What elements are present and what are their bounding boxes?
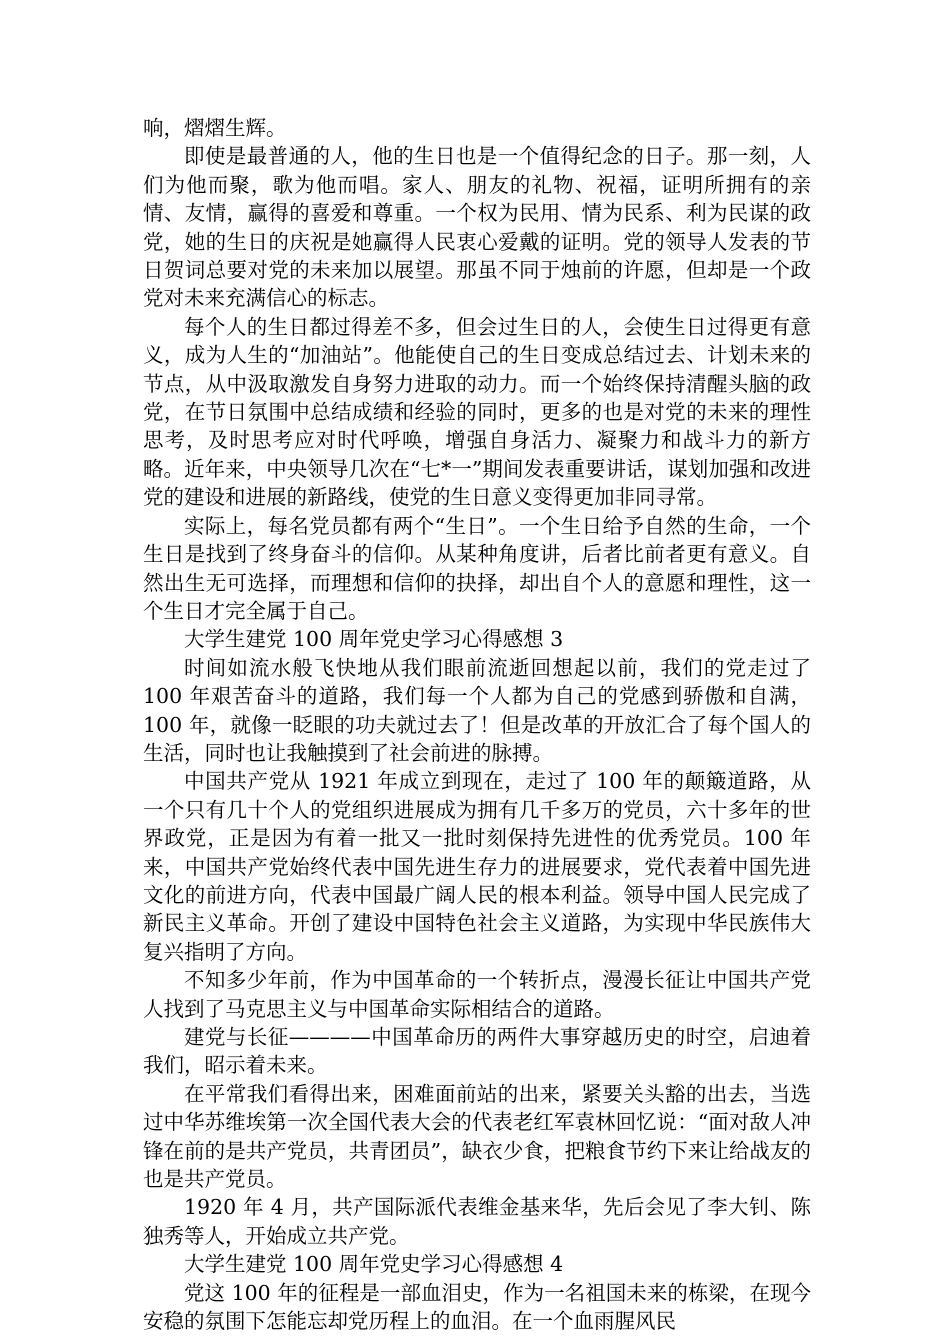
paragraph: 时间如流水般飞快地从我们眼前流逝回想起以前，我们的党走过了 100 年艰苦奋斗的道路，我们每一个人都为自己的党感到骄傲和自满，100 年，就像一眨眼的功夫就过去了！但是改革的开放汇合了每个国人的生活，同时也让我触摸到了社会前进的脉搏。 xyxy=(143,655,811,765)
paragraph: 1920 年 4 月，共产国际派代表维金基来华，先后会见了李大钊、陈独秀等人，开始成立共产党。 xyxy=(143,1195,811,1248)
paragraph-continuation: 响，熠熠生辉。 xyxy=(143,116,287,140)
document-body xyxy=(143,114,811,1335)
paragraph: 在平常我们看得出来，困难面前站的出来，紧要关头豁的出去，当选过中华苏维埃第一次全国代表大会的代表老红军袁林回忆说：“面对敌人冲锋在前的是共产党员，共青团员”，缺衣少食，把粮食节约下来让给战友的也是共产党员。 xyxy=(143,1081,811,1192)
paragraph: 实际上，每名党员都有两个“生日”。一个生日给予自然的生命，一个生日是找到了终身奋斗的信仰。从某种角度讲，后者比前者更有意义。自然出生无可选择，而理想和信仰的抉择，却出自个人的意愿和理性，这一个生日才完全属于自己。 xyxy=(143,513,811,623)
paragraph: 不知多少年前，作为中国革命的一个转折点，漫漫长征让中国共产党人找到了马克思主义与中国革命实际相结合的道路。 xyxy=(143,968,811,1021)
section-heading: 大学生建党 100 周年党史学习心得感想 4 xyxy=(184,1252,564,1277)
paragraph: 党这 100 年的征程是一部血泪史，作为一名祖国未来的栋梁，在现今安稳的氛围下怎能忘却党历程上的血泪。在一个血雨腥风民 xyxy=(143,1280,811,1334)
section-heading: 大学生建党 100 周年党史学习心得感想 3 xyxy=(184,627,564,652)
paragraph: 建党与长征————中国革命历的两件大事穿越历史的时空，启迪着我们，昭示着未来。 xyxy=(143,1025,811,1078)
paragraph: 每个人的生日都过得差不多，但会过生日的人，会使生日过得更有意义，成为人生的“加油站”。他能使自己的生日变成总结过去、计划未来的节点，从中汲取激发自身努力进取的动力。而一个始终保持清醒头脑的政党，在节日氛围中总结成绩和经验的同时，更多的也是对党的未来的理性思考，及时思考应对时代呼唤，增强自身活力、凝聚力和战斗力的新方略。近年来，中央领导几次在“七*一”期间发表重要讲话，谋划加强和改进党的建设和进展的新路线，使党的生日意义变得更加非同寻常。 xyxy=(143,314,811,510)
paragraph: 中国共产党从 1921 年成立到现在，走过了 100 年的颠簸道路，从一个只有几十个人的党组织进展成为拥有几千多万的党员，六十多年的世界政党，正是因为有着一批又一批时刻保持先进性的优秀党员。100 年来，中国共产党始终代表中国先进生存力的进展要求，党代表着中国先进文化的前进方向，代表中国最广阔人民的根本利益。领导中国人民完成了新民主义革命。开创了建设中国特色社会主义道路，为实现中华民族伟大复兴指明了方向。 xyxy=(143,769,811,964)
paragraph: 即使是最普通的人，他的生日也是一个值得纪念的日子。那一刻，人们为他而聚，歌为他而唱。家人、朋友的礼物、祝福，证明所拥有的亲情、友情，赢得的喜爱和尊重。一个权为民用、情为民系、利为民谋的政党，她的生日的庆祝是她赢得人民衷心爱戴的证明。党的领导人发表的节日贺词总要对党的未来加以展望。那虽不同于烛前的许愿，但却是一个政党对未来充满信心的标志。 xyxy=(143,144,811,311)
